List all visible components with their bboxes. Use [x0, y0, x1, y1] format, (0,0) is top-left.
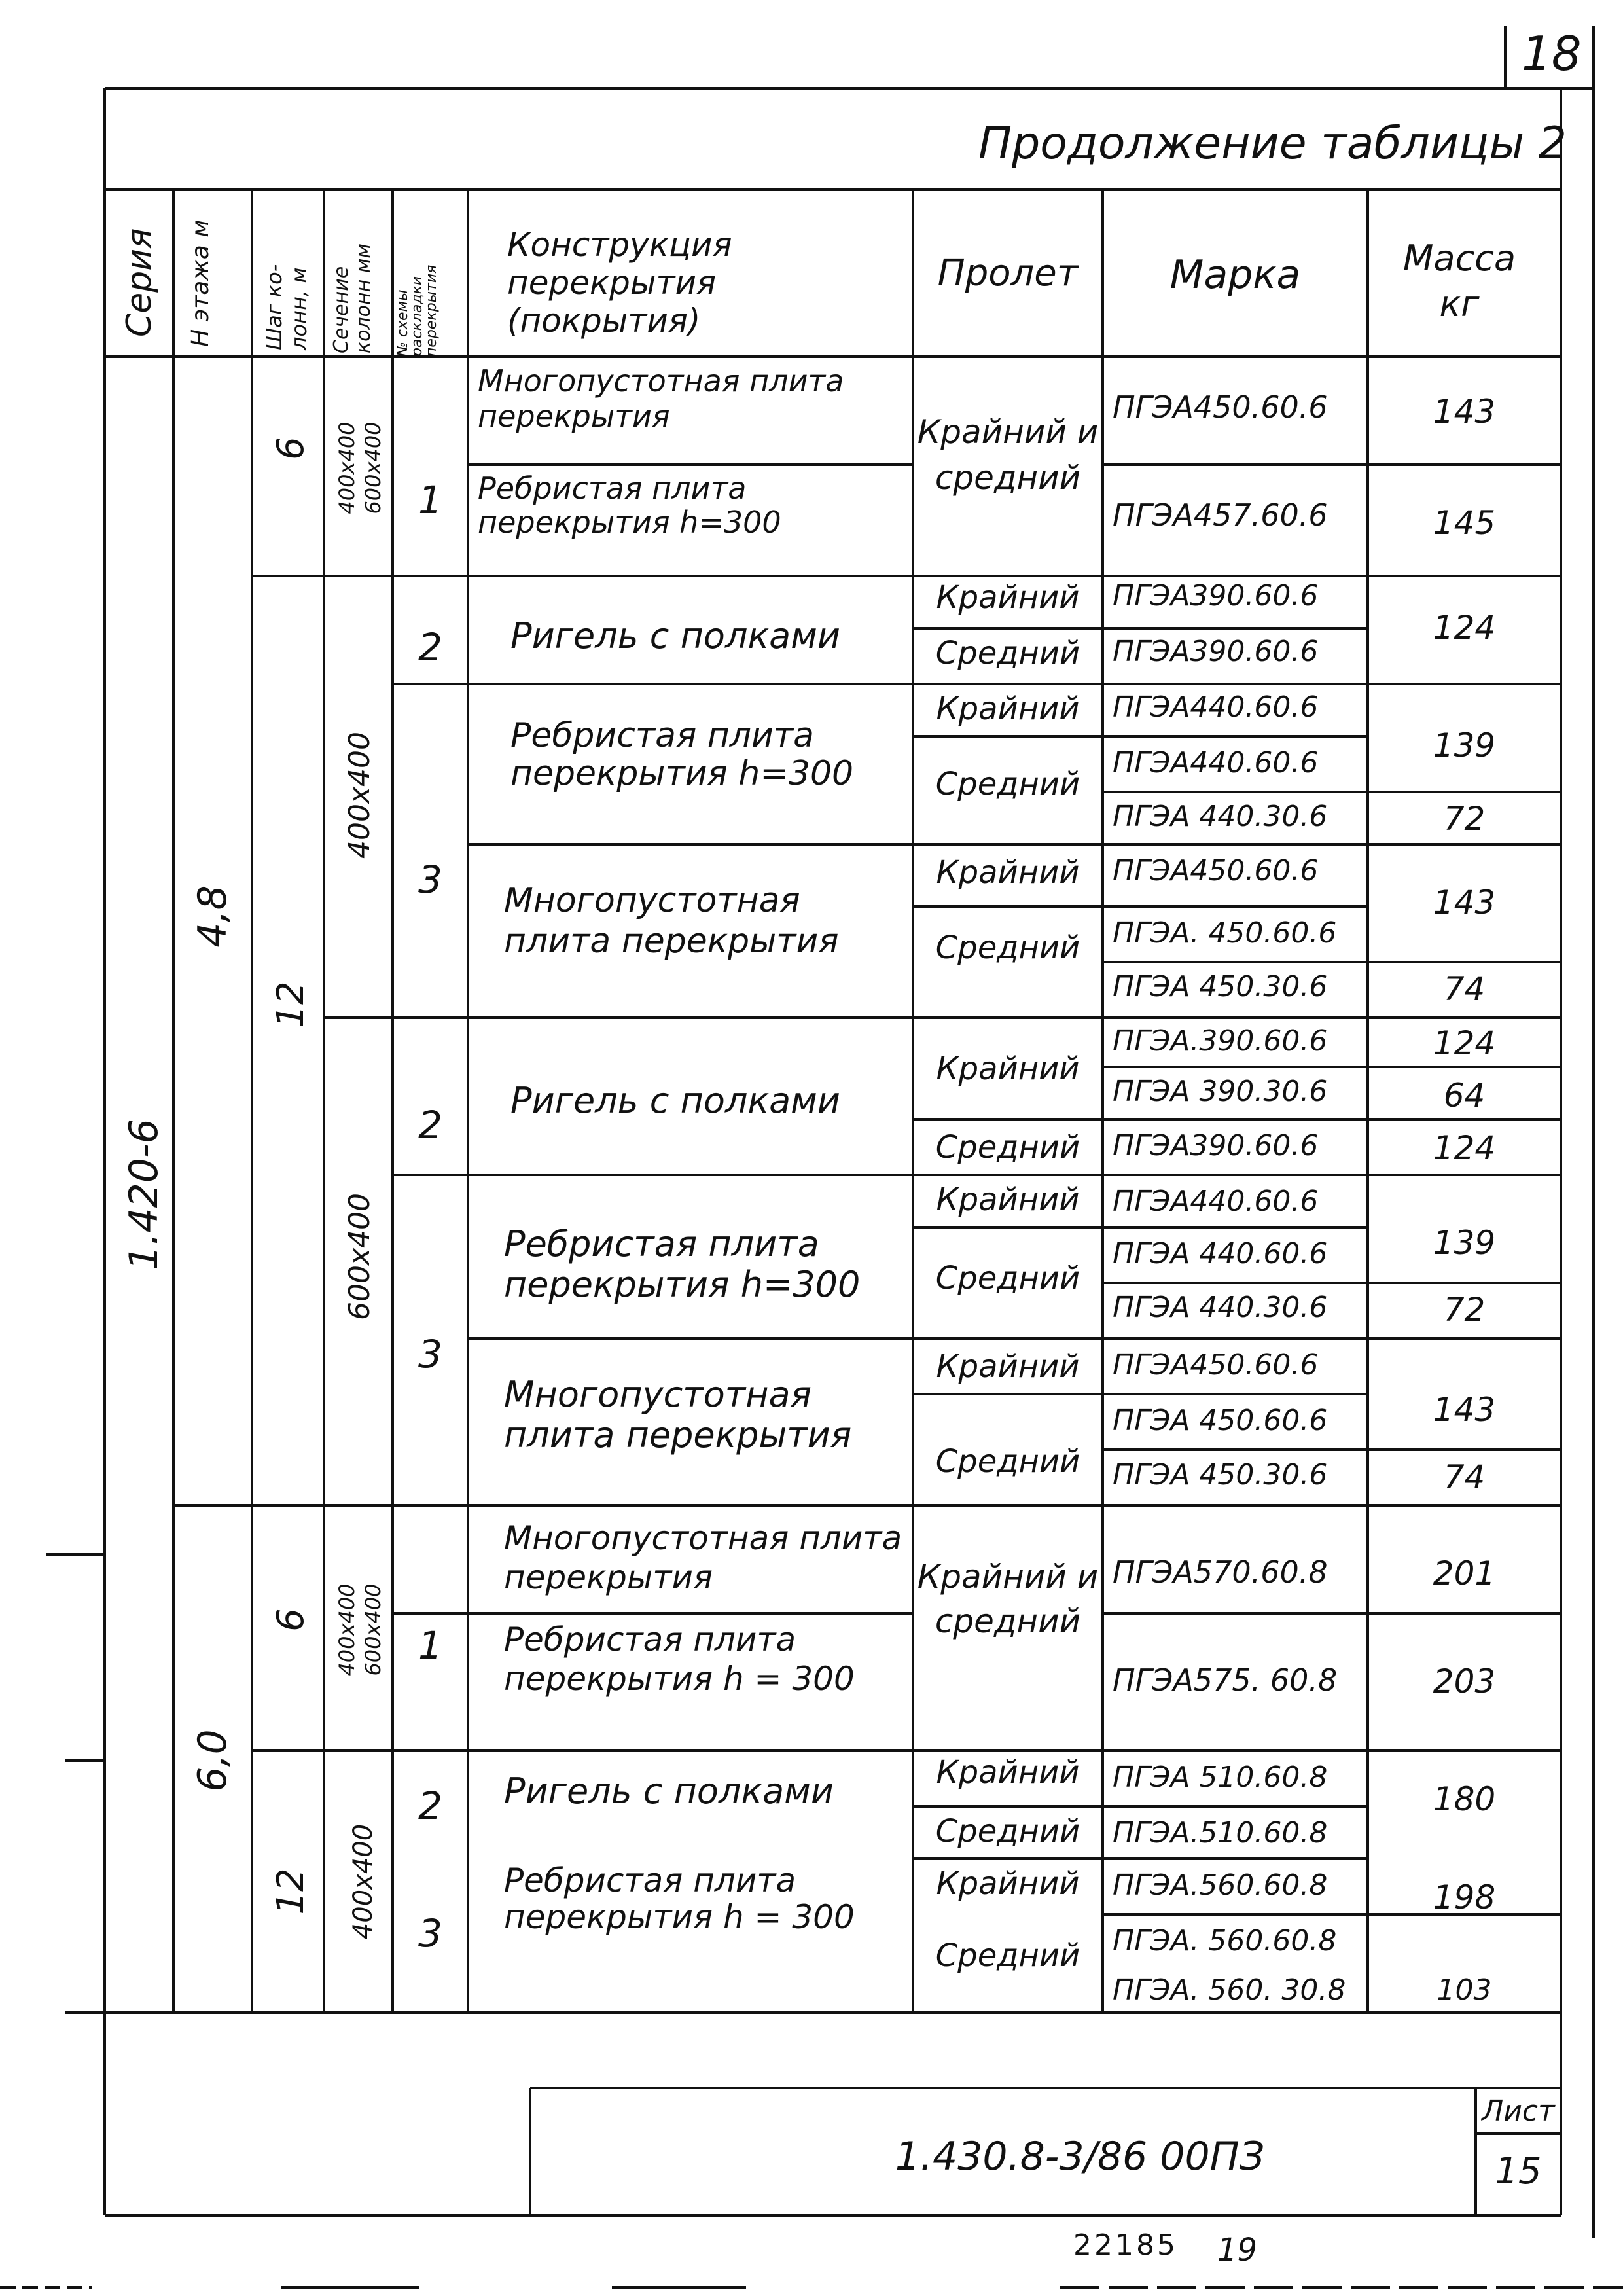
- mass-text: 124: [1433, 1024, 1496, 1062]
- mark-text: ПГЭА440.60.6: [1113, 1185, 1319, 1218]
- mass-text: 201: [1433, 1554, 1496, 1592]
- span-text: Крайний: [936, 1050, 1080, 1087]
- sheet-label: Лист: [1482, 2094, 1555, 2128]
- document-code: 1.430.8-3/86 00ПЗ: [895, 2134, 1265, 2179]
- header-span: Пролет: [937, 252, 1079, 295]
- scheme-1-a: 1: [418, 478, 442, 522]
- mark-text: ПГЭА 390.30.6: [1113, 1075, 1328, 1108]
- mark-text: ПГЭА. 560. 30.8: [1113, 1973, 1346, 2007]
- mark-text: ПГЭА450.60.6: [1113, 854, 1319, 888]
- construction-text: Ригель с полками: [510, 615, 841, 656]
- span-text: Крайний: [936, 1348, 1080, 1385]
- mass-text: 72: [1443, 1291, 1486, 1329]
- mass-text: 124: [1433, 609, 1496, 647]
- mark-text: ПГЭА440.60.6: [1113, 746, 1319, 780]
- mark-text: ПГЭА.390.60.6: [1113, 1024, 1328, 1058]
- construction-text: Ригель с полками: [510, 1080, 841, 1121]
- scheme-2-c: 2: [418, 1784, 442, 1828]
- step-d: 12: [270, 1868, 312, 1915]
- bottom-number-left: 22185: [1073, 2229, 1178, 2262]
- header-column-step: Шаг ко- лонн, м: [262, 264, 312, 350]
- mark-text: ПГЭА 450.60.6: [1113, 1404, 1328, 1437]
- mass-text: 145: [1433, 504, 1496, 542]
- mark-text: ПГЭА450.60.6: [1113, 1348, 1319, 1382]
- mark-text: ПГЭА440.60.6: [1113, 691, 1319, 724]
- table-caption: Продолжение таблицы 2: [978, 118, 1567, 170]
- span-text: Средний: [935, 1129, 1080, 1166]
- section-e: 400х400: [348, 1823, 378, 1940]
- step-c: 6: [270, 1608, 312, 1632]
- scheme-3-c: 3: [418, 1911, 442, 1956]
- scheme-3-a: 3: [418, 857, 442, 902]
- span-text: Крайний: [936, 854, 1080, 891]
- construction-text: Многопустотная плита перекрытия: [504, 881, 839, 961]
- mark-text: ПГЭА. 560.60.8: [1113, 1924, 1337, 1958]
- scheme-2-a: 2: [418, 625, 442, 670]
- construction-text: Многопустотная плита перекрытия: [504, 1519, 902, 1596]
- span-text: Средний: [935, 635, 1080, 672]
- span-text: Крайний: [936, 579, 1080, 616]
- header-column-section: Сечение колонн мм: [330, 243, 375, 353]
- span-text: Средний: [935, 929, 1080, 966]
- span-text: Крайний и средний: [917, 1558, 1099, 1640]
- mark-text: ПГЭА 450.30.6: [1113, 970, 1328, 1003]
- span-text: Средний: [935, 1813, 1080, 1850]
- mass-text: 72: [1443, 800, 1486, 838]
- section-d: 400х400 600х400: [334, 1583, 385, 1676]
- scheme-1-b: 1: [418, 1623, 442, 1668]
- mass-text: 139: [1433, 726, 1496, 764]
- mass-text: 203: [1433, 1662, 1496, 1700]
- header-series: Серия: [120, 228, 159, 337]
- mark-text: ПГЭА 450.30.6: [1113, 1458, 1328, 1492]
- span-text: Средний: [935, 1443, 1080, 1480]
- mark-text: ПГЭА 510.60.8: [1113, 1761, 1328, 1794]
- mass-text: 103: [1436, 1973, 1492, 2007]
- span-text: Средний: [935, 766, 1080, 802]
- mass-text: 180: [1433, 1780, 1496, 1818]
- mark-text: ПГЭА457.60.6: [1113, 497, 1328, 533]
- header-mass: Масса кг: [1402, 238, 1516, 325]
- mark-text: ПГЭА390.60.6: [1113, 635, 1319, 668]
- construction-text: Ребристая плита перекрытия h = 300: [504, 1861, 855, 1936]
- floor-height-a: 4,8: [190, 885, 236, 948]
- mass-text: 64: [1443, 1077, 1486, 1115]
- mark-text: ПГЭА.560.60.8: [1113, 1869, 1328, 1902]
- span-text: Крайний: [936, 691, 1080, 727]
- scheme-2-b: 2: [418, 1103, 442, 1147]
- series-label: 1.420-6: [121, 1119, 167, 1270]
- header-construction: Конструкция перекрытия (покрытия): [507, 226, 732, 340]
- mark-text: ПГЭА.510.60.8: [1113, 1816, 1328, 1850]
- construction-text: Многопустотная плита перекрытия: [478, 363, 844, 434]
- construction-text: Ребристая плита перекрытия h = 300: [504, 1621, 855, 1698]
- construction-text: Многопустотная плита перекрытия: [504, 1374, 852, 1456]
- header-layout-no: № схемы раскладки перекрытия: [395, 264, 440, 357]
- section-a: 400х400 600х400: [334, 422, 385, 514]
- mass-text: 143: [1433, 1391, 1496, 1429]
- construction-text: Ригель с полками: [504, 1770, 834, 1812]
- mass-text: 124: [1433, 1129, 1496, 1167]
- construction-text: Ребристая плита перекрытия h=300: [478, 471, 781, 540]
- sheet-number: 15: [1495, 2150, 1542, 2193]
- mark-text: ПГЭА570.60.8: [1113, 1554, 1328, 1590]
- span-text: Крайний: [936, 1865, 1080, 1902]
- bottom-number-right: 19: [1217, 2232, 1258, 2269]
- span-text: Крайний: [936, 1181, 1080, 1218]
- span-text: Крайний и средний: [917, 413, 1099, 497]
- span-text: Средний: [935, 1937, 1080, 1974]
- mass-text: 198: [1433, 1878, 1496, 1916]
- mark-text: ПГЭА 440.60.6: [1113, 1237, 1328, 1270]
- span-text: Крайний: [936, 1754, 1080, 1791]
- mark-text: ПГЭА390.60.6: [1113, 579, 1319, 613]
- construction-text: Ребристая плита перекрытия h=300: [504, 1223, 861, 1305]
- header-mark: Марка: [1169, 252, 1301, 298]
- mark-text: ПГЭА 440.30.6: [1113, 1291, 1328, 1324]
- mass-text: 143: [1433, 884, 1496, 922]
- page-corner-number: 18: [1522, 26, 1582, 81]
- mass-text: 74: [1443, 1458, 1486, 1496]
- mass-text: 139: [1433, 1224, 1496, 1262]
- mass-text: 74: [1443, 970, 1486, 1008]
- construction-text: Ребристая плита перекрытия h=300: [510, 716, 854, 793]
- section-c: 600х400: [343, 1193, 376, 1321]
- mark-text: ПГЭА 440.30.6: [1113, 800, 1328, 833]
- mass-text: 143: [1433, 393, 1496, 431]
- step-a: 6: [270, 437, 312, 460]
- scheme-3-b: 3: [418, 1332, 442, 1376]
- mark-text: ПГЭА575. 60.8: [1113, 1662, 1338, 1698]
- step-b: 12: [270, 981, 312, 1028]
- mark-text: ПГЭА450.60.6: [1113, 389, 1328, 425]
- section-b: 400х400: [343, 732, 376, 859]
- span-text: Средний: [935, 1260, 1080, 1297]
- mark-text: ПГЭА390.60.6: [1113, 1129, 1319, 1162]
- floor-height-b: 6,0: [190, 1729, 236, 1792]
- mark-text: ПГЭА. 450.60.6: [1113, 916, 1337, 950]
- header-floor-height: Н этажа м: [187, 219, 214, 347]
